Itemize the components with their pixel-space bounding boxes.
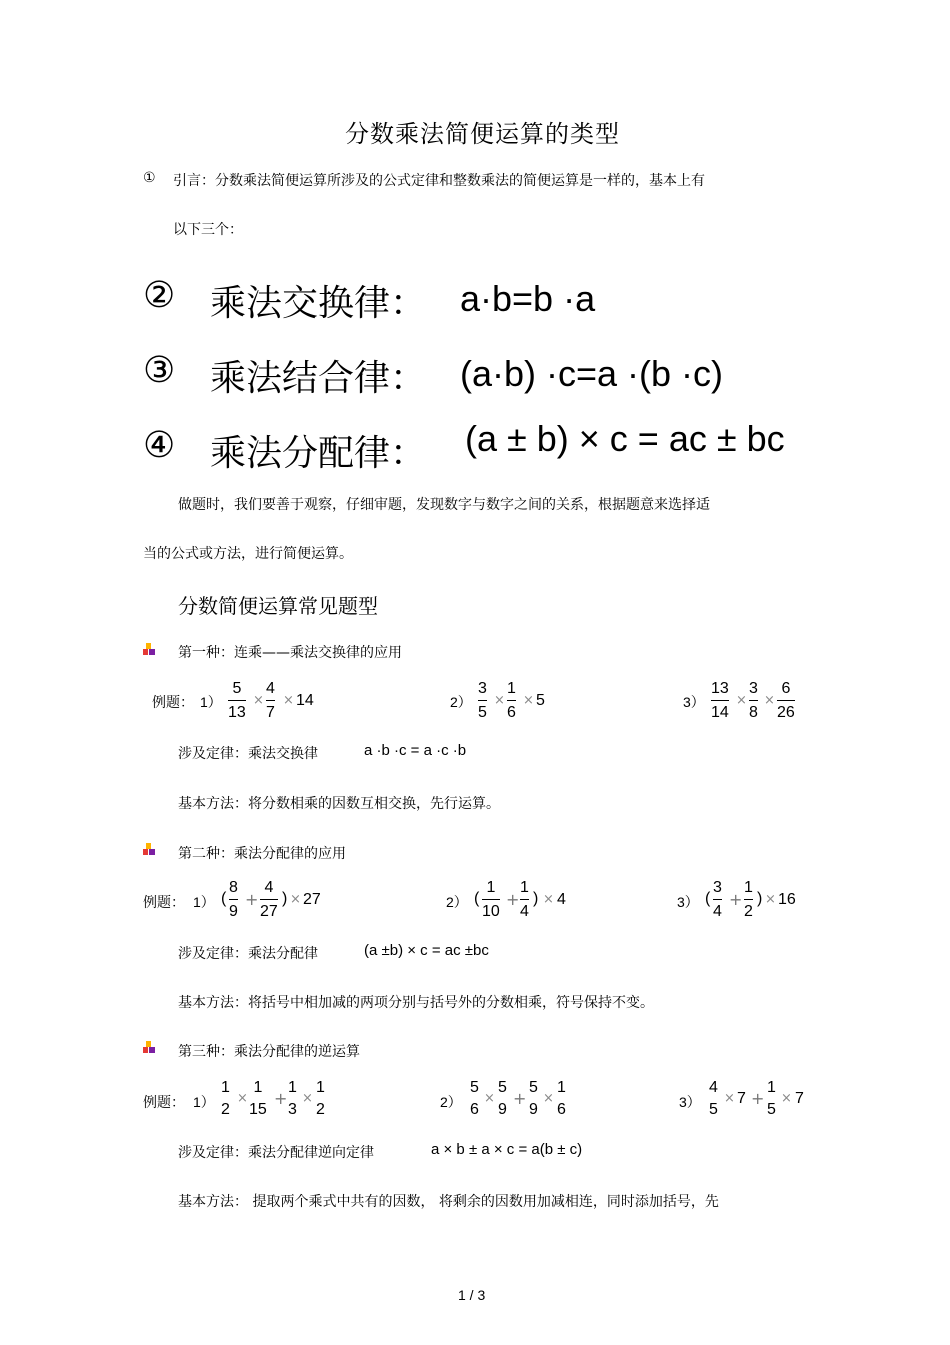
- integer: 7: [795, 1090, 804, 1107]
- method-text: 基本方法：将分数相乘的因数互相交换，先行运算。: [178, 796, 500, 812]
- fraction: 6 26: [777, 680, 795, 721]
- intro-line-2: 以下三个：: [173, 222, 243, 238]
- fraction: 5 13: [228, 680, 246, 721]
- section-heading: 第一种：连乘——乘法交换律的应用: [178, 645, 402, 661]
- law-formula: a·b=b ·a: [460, 278, 596, 319]
- paragraph-line-2: 当的公式或方法，进行简便运算。: [143, 546, 353, 562]
- fraction: 1 2: [316, 1079, 325, 1118]
- times-sign: ×: [302, 1091, 313, 1106]
- law-formula: a × b ± a × c = a(b ± c): [431, 1141, 583, 1158]
- law-name: 乘法结合律：: [210, 358, 427, 399]
- law-number: ②: [143, 275, 176, 316]
- law-label: 涉及定律：乘法交换律: [178, 746, 318, 762]
- times-sign: ×: [494, 693, 505, 708]
- problem-marker: 3）: [679, 1094, 701, 1110]
- fraction: 1 5: [767, 1079, 776, 1118]
- problem-marker: 1）: [193, 1094, 215, 1110]
- times-sign: ×: [765, 892, 776, 907]
- page-number: 1 / 3: [458, 1287, 486, 1303]
- plus-sign: +: [506, 890, 520, 909]
- plus-sign: +: [751, 1089, 765, 1108]
- law-number: ③: [143, 350, 176, 391]
- fraction: 3 5: [478, 680, 487, 721]
- problem-marker: 2）: [450, 694, 472, 710]
- fraction: 1 2: [221, 1079, 230, 1118]
- times-sign: ×: [724, 1091, 735, 1106]
- problem-marker: 3）: [677, 894, 699, 910]
- problem-marker: 1）: [193, 894, 215, 910]
- fraction: 1 2: [744, 879, 753, 920]
- fraction: 4 27: [260, 879, 278, 920]
- law-formula: a ·b ·c = a ·c ·b: [364, 742, 467, 759]
- right-paren: ): [757, 890, 763, 907]
- intro-number: ①: [143, 170, 156, 186]
- plus-sign: +: [513, 1089, 527, 1108]
- times-sign: ×: [523, 693, 534, 708]
- fraction: 1 15: [249, 1079, 267, 1118]
- section-subtitle: 分数简便运算常见题型: [178, 594, 378, 618]
- plus-sign: +: [245, 890, 259, 909]
- plus-sign: +: [274, 1089, 288, 1108]
- law-name: 乘法交换律：: [210, 283, 427, 324]
- method-text: 基本方法：将括号中相加减的两项分别与括号外的分数相乘，符号保持不变。: [178, 995, 654, 1011]
- page-title: 分数乘法简便运算的类型: [345, 120, 620, 148]
- times-sign: ×: [736, 693, 747, 708]
- integer: 16: [778, 891, 796, 908]
- problem-marker: 3）: [683, 694, 705, 710]
- fraction: 13 14: [711, 680, 729, 721]
- integer: 7: [737, 1090, 746, 1107]
- bullet-icon: [143, 643, 155, 655]
- law-label: 涉及定律：乘法分配律逆向定律: [178, 1145, 374, 1161]
- fraction: 4 7: [266, 680, 275, 721]
- times-sign: ×: [543, 1091, 554, 1106]
- fraction: 3 8: [749, 680, 758, 721]
- integer: 14: [296, 692, 314, 709]
- fraction: 8 9: [229, 879, 238, 920]
- section-heading: 第二种：乘法分配律的应用: [178, 846, 346, 862]
- bullet-icon: [143, 1041, 155, 1053]
- fraction: 5 9: [498, 1079, 507, 1118]
- paragraph-line-1: 做题时，我们要善于观察，仔细审题，发现数字与数字之间的关系，根据题意来选择适: [178, 497, 710, 513]
- law-label: 涉及定律：乘法分配律: [178, 946, 318, 962]
- example-label: 例题：: [143, 895, 185, 911]
- times-sign: ×: [764, 693, 775, 708]
- problem-marker: 2）: [440, 1094, 462, 1110]
- problem-marker: 2）: [446, 894, 468, 910]
- fraction: 4 5: [709, 1079, 718, 1118]
- law-formula: (a·b) ·c=a ·(b ·c): [460, 353, 724, 394]
- fraction: 1 4: [520, 879, 529, 920]
- times-sign: ×: [290, 892, 301, 907]
- times-sign: ×: [543, 892, 554, 907]
- times-sign: ×: [283, 693, 294, 708]
- problem-marker: 1）: [200, 694, 222, 710]
- left-paren: (: [221, 890, 227, 907]
- times-sign: ×: [484, 1091, 495, 1106]
- law-formula: (a ± b) × c = ac ± bc: [465, 418, 785, 459]
- section-heading: 第三种：乘法分配律的逆运算: [178, 1044, 360, 1060]
- times-sign: ×: [237, 1091, 248, 1106]
- right-paren: ): [282, 890, 288, 907]
- fraction: 5 6: [470, 1079, 479, 1118]
- times-sign: ×: [781, 1091, 792, 1106]
- bullet-icon: [143, 843, 155, 855]
- fraction: 1 10: [482, 879, 500, 920]
- law-number: ④: [143, 425, 176, 466]
- example-label: 例题：: [152, 695, 194, 711]
- example-label: 例题：: [143, 1095, 185, 1111]
- law-name: 乘法分配律：: [210, 433, 427, 474]
- method-text: 基本方法： 提取两个乘式中共有的因数， 将剩余的因数用加减相连，同时添加括号，先: [178, 1194, 719, 1210]
- left-paren: (: [474, 890, 480, 907]
- fraction: 3 4: [713, 879, 722, 920]
- intro-line-1: 引言：分数乘法简便运算所涉及的公式定律和整数乘法的简便运算是一样的，基本上有: [173, 173, 705, 189]
- right-paren: ): [533, 890, 539, 907]
- fraction: 5 9: [529, 1079, 538, 1118]
- plus-sign: +: [729, 890, 743, 909]
- fraction: 1 3: [288, 1079, 297, 1118]
- left-paren: (: [705, 890, 711, 907]
- fraction: 1 6: [507, 680, 516, 721]
- integer: 4: [557, 891, 566, 908]
- fraction: 1 6: [557, 1079, 566, 1118]
- times-sign: ×: [253, 693, 264, 708]
- law-formula: (a ±b) × c = ac ±bc: [364, 942, 489, 959]
- integer: 5: [536, 692, 545, 709]
- integer: 27: [303, 891, 321, 908]
